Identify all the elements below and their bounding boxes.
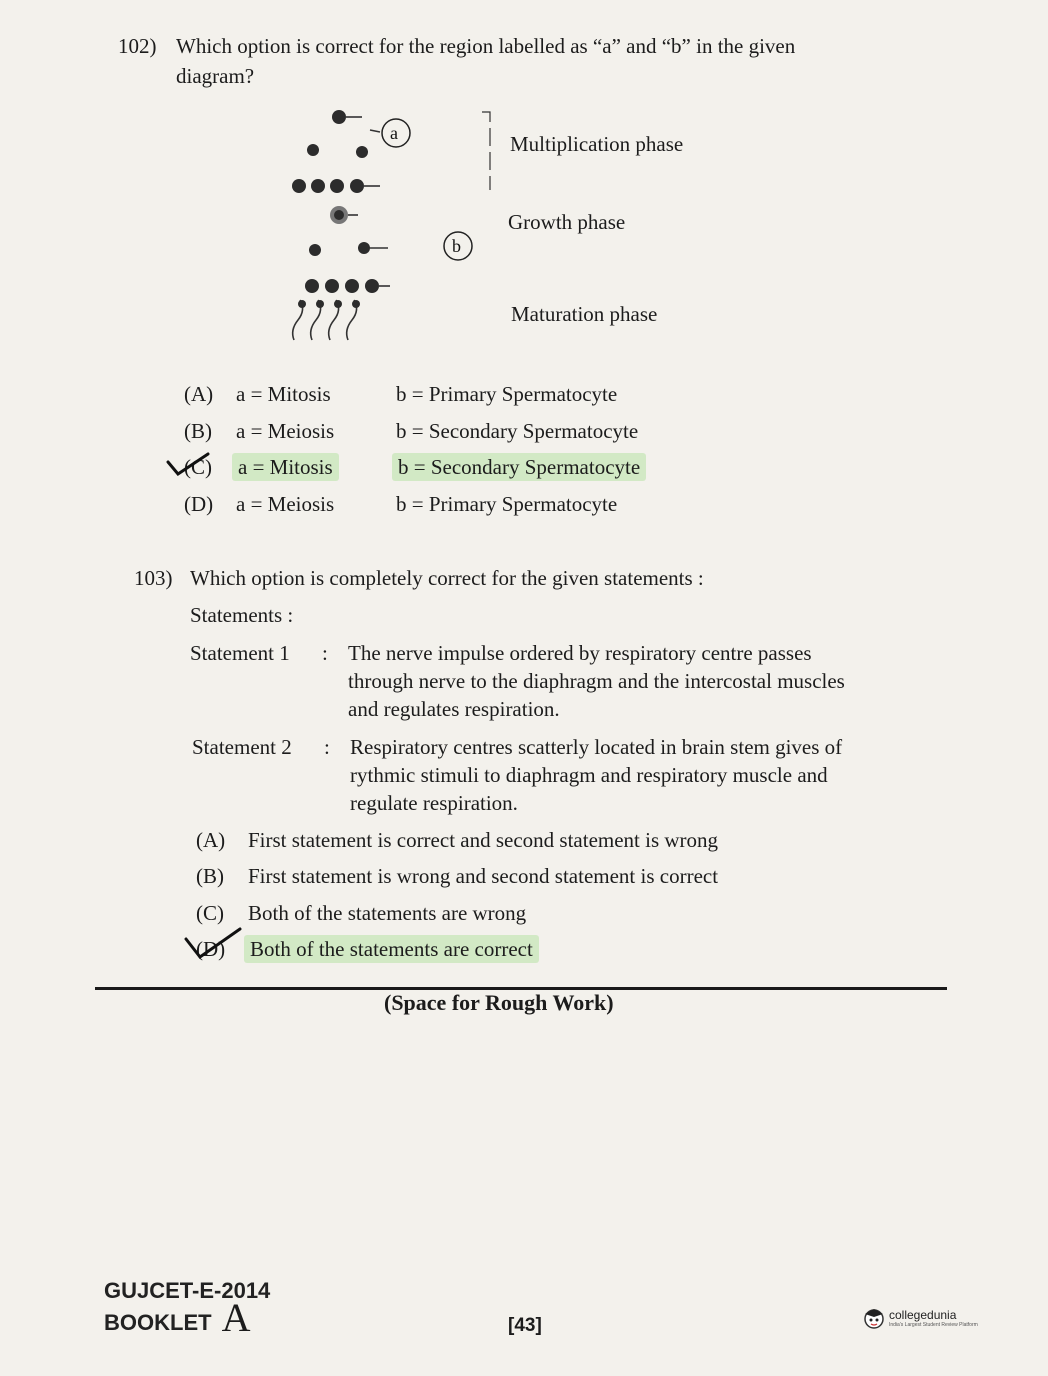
- spermatogenesis-diagram: [270, 100, 500, 350]
- q103-number: 103): [134, 566, 173, 590]
- statement1-text: [348, 639, 898, 723]
- q103-option-c-text: Both of the statements are wrong: [248, 901, 527, 925]
- footer-booklet-letter: A: [221, 1295, 251, 1340]
- statement2-line: rythmic stimuli to diaphragm and respiratory muscle and: [350, 763, 828, 787]
- label-b: b: [452, 236, 461, 256]
- q102-option-b-marker: (B): [184, 419, 212, 443]
- statement1-label: Statement 1: [190, 641, 290, 665]
- q102-option-a-a: a = Mitosis: [236, 382, 331, 406]
- statement2-text: [350, 733, 900, 817]
- q103-option-d-text: Both of the statements are correct: [244, 935, 539, 963]
- diagram-cell: [332, 110, 346, 124]
- q103-option-d-marker: (D): [196, 937, 226, 961]
- q102-text-line2: diagram?: [176, 64, 255, 88]
- page-number: [43]: [508, 1315, 542, 1336]
- statement1-line: through nerve to the diaphragm and the intercostal muscles: [348, 669, 845, 693]
- statement1-line: The nerve impulse ordered by respiratory centre passes: [348, 641, 812, 665]
- collegedunia-logo-icon: [862, 1306, 886, 1330]
- q102-number: 102): [118, 34, 157, 58]
- statement2-line: regulate respiration.: [350, 791, 518, 815]
- collegedunia-tagline: India's Largest Student Review Platform: [889, 1322, 978, 1328]
- q102-option-d-b: b = Primary Spermatocyte: [396, 492, 618, 516]
- q103-option-b-text: First statement is wrong and second statement is correct: [248, 864, 719, 888]
- q102-option-c-a: a = Mitosis: [232, 453, 339, 481]
- q102-text-line1: Which option is correct for the region labelled as “a” and “b” in the given: [176, 34, 796, 58]
- statement2-colon: :: [324, 735, 330, 759]
- q102-option-a-b: b = Primary Spermatocyte: [396, 382, 618, 406]
- collegedunia-name: collegedunia: [889, 1308, 957, 1322]
- q102-option-b-b: b = Secondary Spermatocyte: [396, 419, 639, 443]
- q103-option-b-marker: (B): [196, 864, 224, 888]
- q102-option-b-a: a = Meiosis: [236, 419, 335, 443]
- footer-booklet: [104, 1295, 251, 1340]
- footer-exam-code: GUJCET-E-2014: [104, 1278, 271, 1303]
- q103-option-c-marker: (C): [196, 901, 224, 925]
- q102-option-c-b: b = Secondary Spermatocyte: [392, 453, 646, 481]
- q102-option-d-a: a = Meiosis: [236, 492, 335, 516]
- rough-work-label: (Space for Rough Work): [384, 990, 614, 1015]
- statement1-colon: :: [322, 641, 328, 665]
- footer-booklet-label: BOOKLET: [104, 1310, 212, 1335]
- label-a: a: [390, 123, 398, 143]
- phase-growth: Growth phase: [508, 210, 626, 234]
- phase-maturation: Maturation phase: [511, 302, 658, 326]
- phase-multiplication: Multiplication phase: [510, 132, 684, 156]
- q102-option-c-marker: (C): [184, 455, 212, 479]
- q103-option-a-text: First statement is correct and second statement is wrong: [248, 828, 719, 852]
- statement2-label: Statement 2: [192, 735, 292, 759]
- statement2-line: Respiratory centres scatterly located in brain stem gives of: [350, 735, 843, 759]
- statement1-line: and regulates respiration.: [348, 697, 560, 721]
- q103-text: Which option is completely correct for the given statements :: [190, 566, 704, 590]
- tick-mark-icon: [164, 448, 224, 482]
- q103-statements-heading: Statements :: [190, 603, 294, 627]
- q102-option-a-marker: (A): [184, 382, 214, 406]
- tick-mark-icon: [180, 925, 250, 965]
- q102-option-d-marker: (D): [184, 492, 214, 516]
- collegedunia-watermark: [862, 1306, 978, 1330]
- q103-option-a-marker: (A): [196, 828, 226, 852]
